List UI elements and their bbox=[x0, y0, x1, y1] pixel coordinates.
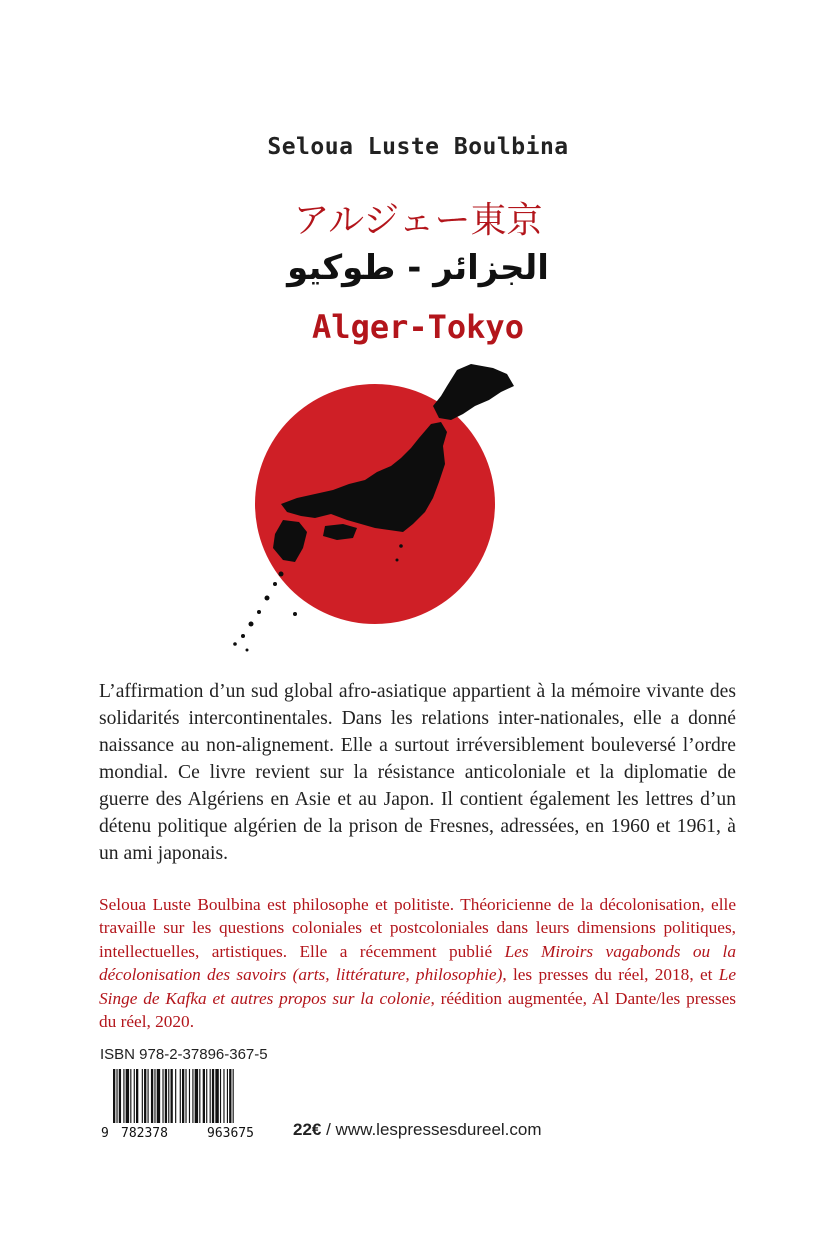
barcode-bar bbox=[165, 1069, 167, 1123]
barcode-bar bbox=[168, 1069, 169, 1123]
japan-map-illustration bbox=[225, 362, 535, 672]
barcode-bar bbox=[162, 1069, 163, 1123]
barcode-bar bbox=[195, 1069, 198, 1123]
barcode-bar bbox=[182, 1069, 184, 1123]
author-name: Seloua Luste Boulbina bbox=[267, 134, 569, 160]
barcode-bar bbox=[142, 1069, 143, 1123]
barcode-bar bbox=[116, 1069, 117, 1123]
barcode-bar bbox=[233, 1069, 234, 1123]
barcode-bar bbox=[157, 1069, 160, 1123]
isbn-label: ISBN 978-2-37896-367-5 bbox=[100, 1046, 268, 1063]
barcode-bar bbox=[175, 1069, 176, 1123]
title-japanese: アルジェー東京 bbox=[293, 200, 543, 241]
bio-text-2: , les presses du réel, 2018, et bbox=[502, 965, 719, 985]
barcode-bar bbox=[134, 1069, 135, 1123]
barcode-bar bbox=[189, 1069, 190, 1123]
barcode-bar bbox=[123, 1069, 124, 1123]
barcode-bar bbox=[119, 1069, 121, 1123]
barcode-bar bbox=[192, 1069, 193, 1123]
barcode-bar bbox=[210, 1069, 211, 1123]
barcode-bars bbox=[113, 1069, 234, 1123]
barcode-bar bbox=[180, 1069, 181, 1123]
barcode-bar bbox=[154, 1069, 155, 1123]
price-separator: / bbox=[321, 1120, 336, 1139]
barcode-bar bbox=[130, 1069, 131, 1123]
barcode-bar bbox=[215, 1069, 218, 1123]
barcode-bar bbox=[227, 1069, 228, 1123]
barcode-bar bbox=[212, 1069, 214, 1123]
barcode-bar bbox=[151, 1069, 153, 1123]
price-and-website bbox=[293, 1120, 542, 1140]
barcode-digits-group1: 782378 bbox=[121, 1126, 168, 1139]
barcode-digit-first: 9 bbox=[101, 1126, 109, 1139]
title-french: Alger-Tokyo bbox=[312, 308, 524, 346]
bio-book-title-2: Le Singe de Kafka et autres propos sur la colonie bbox=[99, 965, 736, 1008]
book-blurb: L’affirmation d’un sud global afro-asiatique appartient à la mémoire vivante des solidarités intercontinentales. Dans les relations inter-nationales, elle a donné naissance au non-alignement. Elle a surtout irréversiblement bouleversé l’ordre mondial. Ce livre revient sur la résistance anticoloniale et la diplomatie de guerre des Algériens en Asie et au Japon. Il contient également les lettres d’un détenu politique algérien de la prison de Fresnes, adressées, en 1960 et 1961, à un ami japonais. bbox=[99, 681, 736, 864]
isbn-barcode bbox=[99, 1067, 287, 1139]
barcode-bar bbox=[185, 1069, 186, 1123]
barcode-bar bbox=[144, 1069, 146, 1123]
barcode-bar bbox=[148, 1069, 149, 1123]
bio-book-title-1: Les Miroirs vagabonds ou la décolonisation des savoirs (arts, littérature, philosophie) bbox=[99, 941, 736, 985]
bio-text-3: , réédition augmentée, Al Dante/les presses du réel, 2020. bbox=[99, 988, 736, 1032]
bio-text-1: Seloua Luste Boulbina est philosophe et politiste. Théoricienne de la décolonisation, elle travaille sur les questions coloniales et postcoloniales dans leurs dimensions politiques, intellectuelles, artistiques. Elle a récemment publié bbox=[99, 895, 736, 961]
publisher-website[interactable]: www.lespressesdureel.com bbox=[335, 1120, 542, 1139]
barcode-bar bbox=[171, 1069, 173, 1123]
barcode-bar bbox=[206, 1069, 207, 1123]
barcode-bar bbox=[126, 1069, 129, 1123]
barcode-bar bbox=[229, 1069, 231, 1123]
barcode-bar bbox=[199, 1069, 200, 1123]
barcode-bar bbox=[113, 1069, 115, 1123]
barcode-digits-group2: 963675 bbox=[207, 1126, 254, 1139]
price: 22€ bbox=[293, 1120, 322, 1139]
title-arabic: الجزائر - طوكيو bbox=[287, 248, 549, 288]
barcode-bar bbox=[220, 1069, 221, 1123]
barcode-bar bbox=[136, 1069, 138, 1123]
author-bio bbox=[99, 893, 736, 1033]
barcode-bar bbox=[203, 1069, 205, 1123]
barcode-bar bbox=[223, 1069, 224, 1123]
